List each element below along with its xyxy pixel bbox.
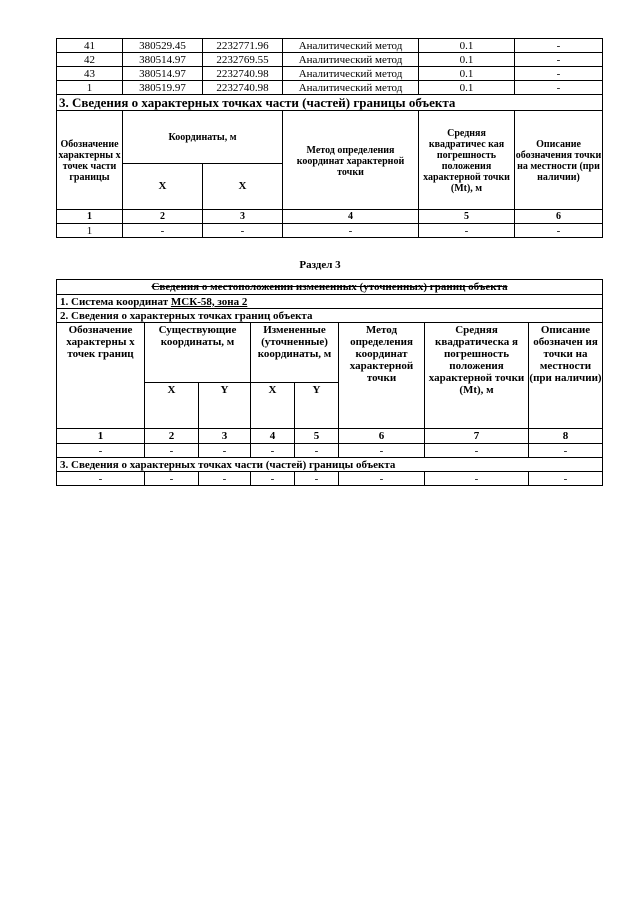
table-row [57, 67, 603, 81]
table-cell: 380514.97 [123, 53, 203, 67]
header-point-designation: Обозначение характерны х точек границ [57, 323, 145, 429]
table-cell: - [529, 472, 603, 486]
table-cell: - [57, 472, 145, 486]
header-coordinates: Координаты, м [123, 111, 283, 164]
table-cell: - [515, 67, 603, 81]
table-row [57, 39, 603, 53]
col-number: 5 [295, 429, 339, 444]
table-cell: - [199, 444, 251, 458]
header-x-existing: X [145, 383, 199, 429]
header-error: Средняя квадратическа я погрешность положения характерной точки (Mt), м [425, 323, 529, 429]
coordinate-system [57, 295, 603, 309]
table-cell: - [515, 39, 603, 53]
table-cell: 0.1 [419, 81, 515, 95]
coordinates-table-continued [56, 38, 603, 238]
table-cell: Аналитический метод [283, 53, 419, 67]
table-cell: 2232740.98 [203, 67, 283, 81]
col-number: 7 [425, 429, 529, 444]
table-cell: Аналитический метод [283, 39, 419, 53]
table-cell: - [203, 224, 283, 238]
header-existing-coordinates: Существующие координаты, м [145, 323, 251, 383]
col-number: 4 [283, 210, 419, 224]
header-x1: X [123, 163, 203, 209]
col-number: 5 [419, 210, 515, 224]
section3-title: 3. Сведения о характерных точках части (частей) границы объекта [57, 458, 603, 472]
table-row [57, 81, 603, 95]
table-cell: 2232769.55 [203, 53, 283, 67]
col-number: 3 [199, 429, 251, 444]
table-cell: 1 [57, 224, 123, 238]
table-cell: - [339, 444, 425, 458]
table-cell: 41 [57, 39, 123, 53]
col-number: 2 [123, 210, 203, 224]
table-cell: - [425, 444, 529, 458]
section3-title: 3. Сведения о характерных точках части (частей) границы объекта [57, 95, 603, 111]
section2-title: 2. Сведения о характерных точках границ объекта [57, 309, 603, 323]
table-cell: - [339, 472, 425, 486]
changed-boundaries-table [56, 279, 603, 486]
col-number: 6 [339, 429, 425, 444]
table-cell: 0.1 [419, 67, 515, 81]
table-row [57, 53, 603, 67]
table-cell: 0.1 [419, 53, 515, 67]
table-cell: - [515, 53, 603, 67]
header-description: Описание обозначения точки на местности (при наличии) [515, 111, 603, 210]
table-cell: - [515, 224, 603, 238]
table-cell: Аналитический метод [283, 81, 419, 95]
table-cell: 1 [57, 81, 123, 95]
header-method: Метод определения координат характерной точки [283, 111, 419, 210]
header-changed-coordinates: Измененные (уточненные) координаты, м [251, 323, 339, 383]
col-number: 8 [529, 429, 603, 444]
table-cell: - [145, 472, 199, 486]
table-cell: - [57, 444, 145, 458]
header-description: Описание обозначен ия точки на местности (при наличии) [529, 323, 603, 429]
table-cell: - [295, 444, 339, 458]
header-x2: X [203, 163, 283, 209]
table-cell: 2232740.98 [203, 81, 283, 95]
table-cell: - [529, 444, 603, 458]
col-number: 1 [57, 429, 145, 444]
header-method: Метод определения координат характерной точки [339, 323, 425, 429]
col-number: 1 [57, 210, 123, 224]
table-cell: 0.1 [419, 39, 515, 53]
col-number: 4 [251, 429, 295, 444]
col-number: 3 [203, 210, 283, 224]
header-y-existing: Y [199, 383, 251, 429]
table-cell: 42 [57, 53, 123, 67]
table-cell: - [295, 472, 339, 486]
header-x-changed: X [251, 383, 295, 429]
table-cell: - [515, 81, 603, 95]
coordinate-system-label: 1. Система координат [60, 295, 171, 308]
table-cell: - [283, 224, 419, 238]
table-cell: 380519.97 [123, 81, 203, 95]
coordinate-system-value: МСК-58, зона 2 [170, 295, 248, 308]
table-cell: 2232771.96 [203, 39, 283, 53]
section-heading: Раздел 3 [299, 259, 341, 271]
table-cell: - [425, 472, 529, 486]
table-cell: Аналитический метод [283, 67, 419, 81]
table-cell: - [419, 224, 515, 238]
table-cell: 380529.45 [123, 39, 203, 53]
table-cell: - [251, 444, 295, 458]
table-cell: 43 [57, 67, 123, 81]
table-cell: 380514.97 [123, 67, 203, 81]
header-point-designation: Обозначение характерны х точек части границы [57, 111, 123, 210]
table-cell: - [199, 472, 251, 486]
table-title: Сведения о местоположении измененных (уточненных) границ объекта [57, 280, 603, 295]
header-y-changed: Y [295, 383, 339, 429]
header-error: Средняя квадратичес кая погрешность положения характерной точки (Mt), м [419, 111, 515, 210]
col-number: 6 [515, 210, 603, 224]
col-number: 2 [145, 429, 199, 444]
table-cell: - [145, 444, 199, 458]
table-cell: - [251, 472, 295, 486]
table-cell: - [123, 224, 203, 238]
